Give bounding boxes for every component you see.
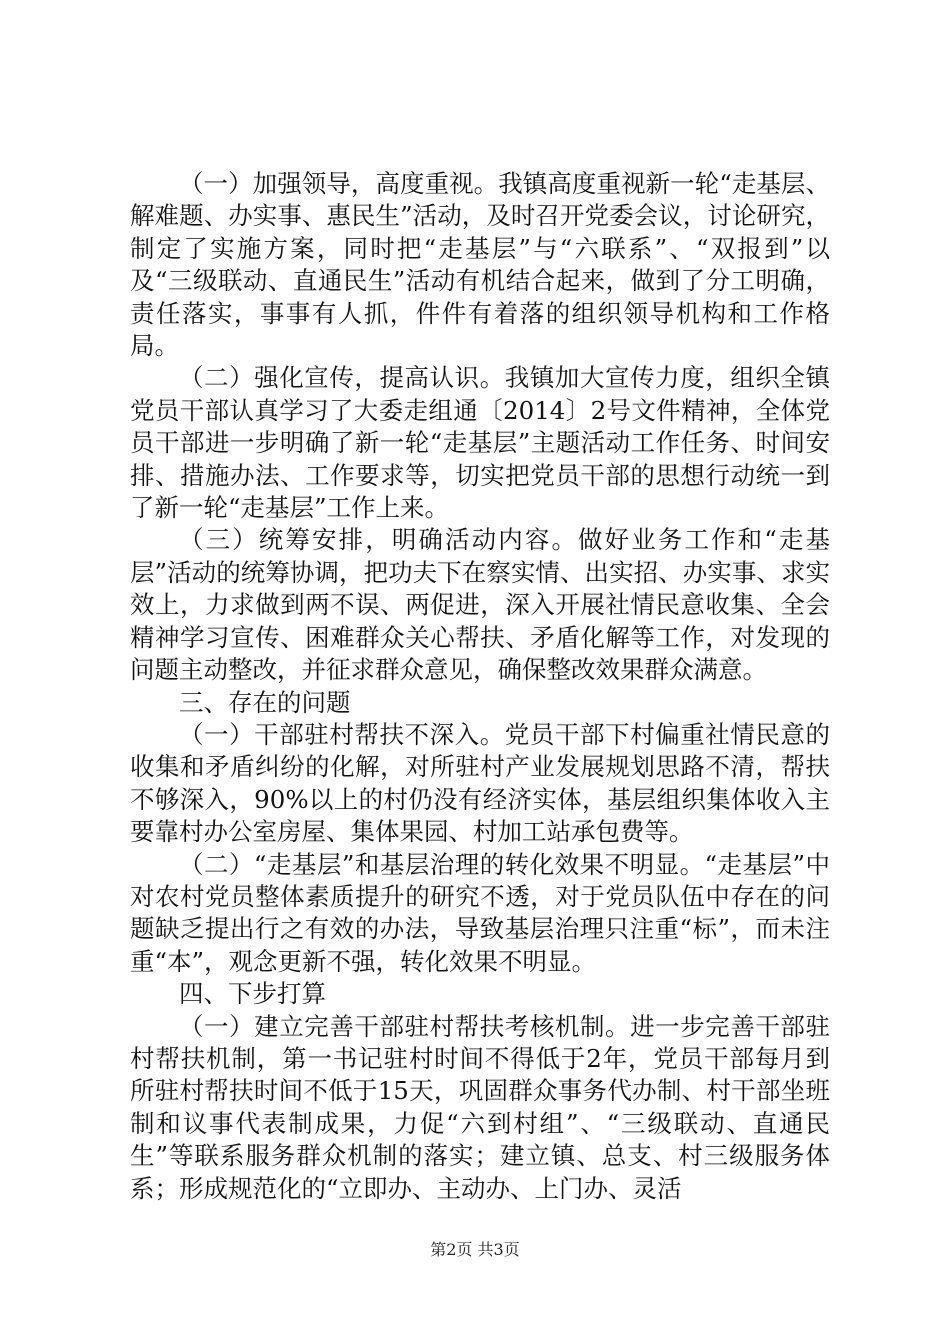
paragraph-next-step-mechanism: （一）建立完善干部驻村帮扶考核机制。进一步完善干部驻村帮扶机制，第一书记驻村时间不得低于2年，党员干部每月到所驻村帮扶时间不低于15天，巩固群众事务代办制、村干部坐班制和议事代表制成果，力促“六到村组”、“三级联动、直通民生”等联系服务群众机制的落实；建立镇、总支、村三级服务体系；形成规范化的“立即办、主动办、上门办、灵活 xyxy=(130,1011,830,1203)
paragraph-problem-village-assistance: （一）干部驻村帮扶不深入。党员干部下村偏重社情民意的收集和矛盾纠纷的化解，对所驻村产业发展规划思路不清，帮扶不够深入，90%以上的村仍没有经济实体，基层组织集体收入主要靠村办公室房屋、集体果园、村加工站承包费等。 xyxy=(130,719,830,847)
document-body xyxy=(130,168,830,1205)
paragraph-strengthen-publicity: （二）强化宣传，提高认识。我镇加大宣传力度，组织全镇党员干部认真学习了大委走组通〔2014〕2号文件精神，全体党员干部进一步明确了新一轮“走基层”主题活动工作任务、时间安排、措施办法、工作要求等，切实把党员干部的思想行动统一到了新一轮“走基层”工作上来。 xyxy=(130,363,830,523)
section-heading-problems: 三、存在的问题 xyxy=(179,687,351,717)
section-heading-next-steps: 四、下步打算 xyxy=(179,979,326,1009)
paragraph-strengthen-leadership: （一）加强领导，高度重视。我镇高度重视新一轮“走基层、解难题、办实事、惠民生”活动，及时召开党委会议，讨论研究，制定了实施方案，同时把“走基层”与“六联系”、“双报到”以及“三级联动、直通民生”活动有机结合起来，做到了分工明确，责任落实，事事有人抓，件件有着落的组织领导机构和工作格局。 xyxy=(130,169,830,361)
page-footer: 第2页 共3页 xyxy=(430,1240,520,1259)
paragraph-problem-governance: （二）“走基层”和基层治理的转化效果不明显。“走基层”中对农村党员整体素质提升的研究不透，对于党员队伍中存在的问题缺乏提出行之有效的办法，导致基层治理只注重“标”，而未注重“本”，观念更新不强，转化效果不明显。 xyxy=(130,849,830,976)
paragraph-overall-arrangement: （三）统筹安排，明确活动内容。做好业务工作和“走基层”活动的统筹协调，把功夫下在察实情、出实招、办实事、求实效上，力求做到两不误、两促进，深入开展社情民意收集、全会精神学习宣传、困难群众关心帮扶、矛盾化解等工作，对发现的问题主动整改，并征求群众意见，确保整改效果群众满意。 xyxy=(130,525,830,685)
